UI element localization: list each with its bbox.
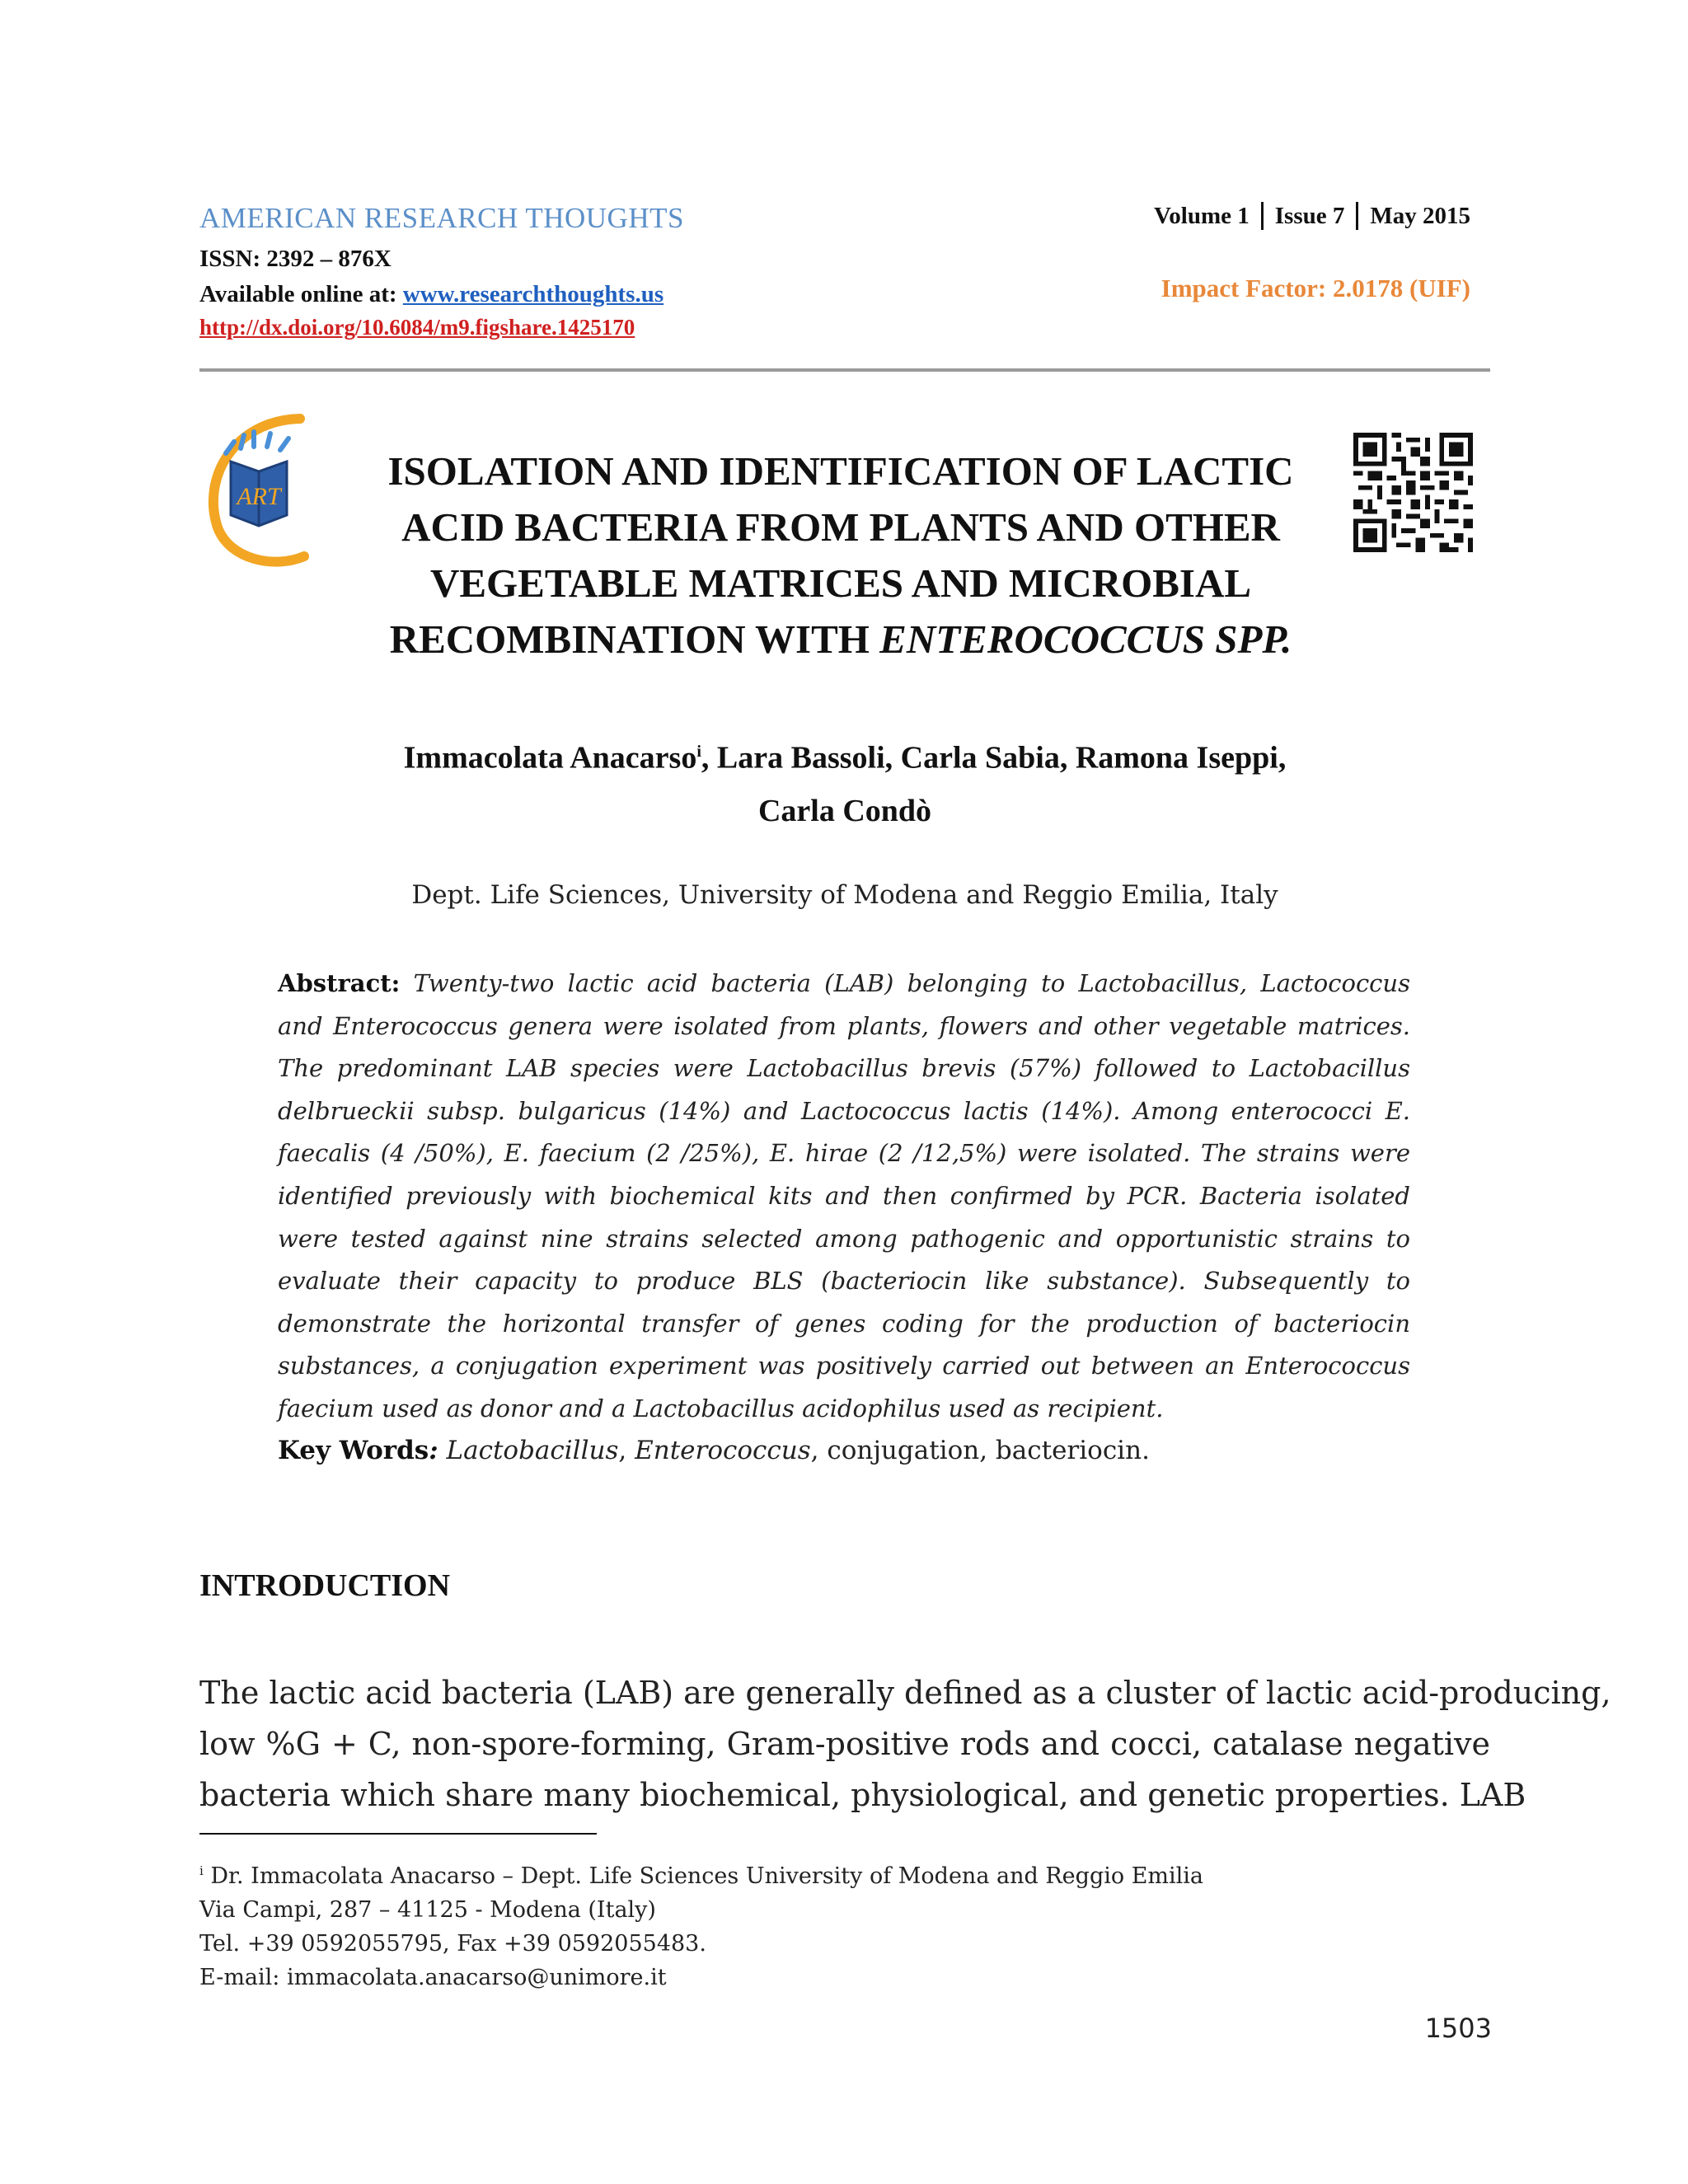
page-number: 1503 (1424, 2013, 1492, 2044)
keyword: Lactobacillus (446, 1436, 619, 1465)
keyword: Enterococcus (635, 1436, 811, 1465)
title-line: VEGETABLE MATRICES AND MICROBIAL (429, 560, 1252, 606)
footnote-divider (199, 1833, 597, 1835)
title-line4-italic: ENTEROCOCCUS SPP. (879, 616, 1292, 662)
title-line4-prefix: RECOMBINATION WITH (389, 616, 880, 662)
date: May 2015 (1370, 202, 1470, 229)
website-link[interactable]: www.researchthoughts.us (402, 281, 664, 307)
abstract-label: Abstract: (278, 969, 401, 997)
issn: ISSN: 2392 – 876X (199, 246, 392, 272)
affiliation: Dept. Life Sciences, University of Modena and Reggio Emilia, Italy (411, 880, 1278, 910)
footnote-line: Tel. +39 0592055795, Fax +39 0592055483. (199, 1931, 706, 1957)
authors-line-1 (272, 725, 1418, 785)
other-authors: , Lara Bassoli, Carla Sabia, Ramona Iseppi, (701, 740, 1287, 776)
available-label: Available online at: (199, 281, 403, 307)
issue: Issue 7 (1274, 202, 1345, 229)
title-line: ACID BACTERIA FROM PLANTS AND OTHER (401, 504, 1280, 550)
author-list (272, 725, 1418, 837)
keywords-rest: , conjugation, bacteriocin. (810, 1436, 1150, 1465)
available-online (199, 281, 663, 308)
header-divider (199, 368, 1490, 372)
footnote-line (199, 1854, 1203, 1893)
section-heading: INTRODUCTION (199, 1568, 451, 1603)
abstract-text: Twenty-two lactic acid bacteria (LAB) belonging to Lactobacillus, Lactococcus and Enterococcus genera were isolated from plants, flowers and other vegetable matrices. The predominant LAB species were Lactobacillus brevis (57%) followed to Lactobacillus delbrueckii subsp. bulgaricus (14%) and Lactococcus lactis (14%). Among enterococci E. faecalis (4 /50%), E. faecium (2 /25%), E. hirae (2 /12,5%) were isolated. The strains were identified previously with biochemical kits and then confirmed by PCR. Bacteria isolated were tested against nine strains selected among pathogenic and opportunistic strains to evaluate their capacity to produce BLS (bacteriocin like substance). Subsequently to demonstrate the horizontal transfer of genes coding for the production of bacteriocin substances, a conjugation experiment was positively carried out between an Enterococcus faecium used as donor and a Lactobacillus acidophilus used as recipient. (278, 969, 1410, 1422)
footnote-line-1: Dr. Immacolata Anacarso – Dept. Life Sciences University of Modena and Reggio Emilia (203, 1863, 1204, 1889)
authors-line-2: Carla Condò (757, 793, 932, 828)
first-author: Immacolata Anacarso (403, 740, 697, 776)
separator (1261, 202, 1264, 230)
title-line (346, 612, 1335, 668)
separator (1356, 202, 1358, 230)
footnote-email: E-mail: immacolata.anacarso@unimore.it (199, 1965, 667, 1990)
body-line: bacteria which share many biochemical, physiological, and genetic properties. LAB (199, 1777, 1526, 1813)
journal-name: AMERICAN RESEARCH THOUGHTS (199, 202, 684, 234)
volume-issue-line (1154, 202, 1470, 230)
footnote-marker[interactable]: i (696, 743, 701, 761)
footnote-line: Via Campi, 287 – 41125 - Modena (Italy) (199, 1897, 656, 1923)
keyword-separator: , (618, 1436, 635, 1465)
keywords-label: Key Words (278, 1436, 429, 1465)
footnote (199, 1854, 1203, 1994)
doi-link[interactable]: http://dx.doi.org/10.6084/m9.figshare.1425170 (199, 315, 635, 340)
footnote-sup: i (199, 1863, 204, 1878)
keywords-colon: : (429, 1436, 438, 1465)
qr-code (1353, 433, 1473, 552)
body-line: The lactic acid bacteria (LAB) are generally defined as a cluster of lactic acid-producing, (199, 1675, 1611, 1711)
volume: Volume 1 (1154, 202, 1250, 229)
paper-title (346, 443, 1335, 668)
keywords (278, 1436, 1150, 1465)
body-line: low %G + C, non-spore-forming, Gram-positive rods and cocci, catalase negative (199, 1726, 1490, 1762)
body-text (199, 1667, 1611, 1821)
impact-factor: Impact Factor: 2.0178 (UIF) (1160, 274, 1470, 302)
abstract (278, 963, 1410, 1431)
title-line: ISOLATION AND IDENTIFICATION OF LACTIC (387, 448, 1294, 494)
journal-logo (201, 412, 316, 569)
svg-text:ART: ART (237, 483, 281, 510)
